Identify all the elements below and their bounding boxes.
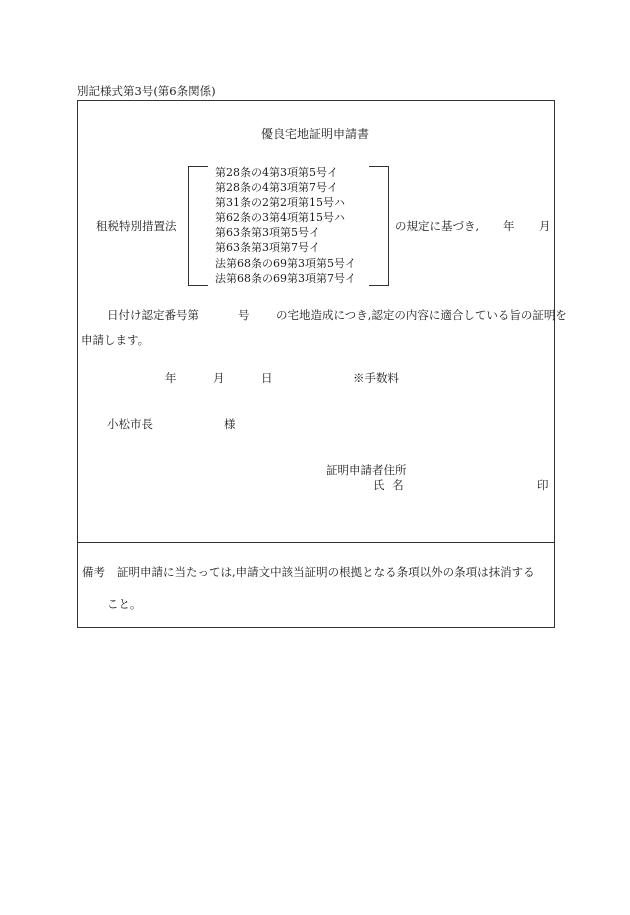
recipient-name: 小松市長: [107, 417, 153, 431]
provision-item: 第62条の3第4項第15号ハ: [215, 211, 345, 225]
provision-item: 第28条の4第3項第7号イ: [215, 181, 338, 195]
date-day-label: 日: [261, 371, 273, 385]
recipient-honorific: 様: [224, 417, 236, 431]
remarks-divider: [77, 542, 555, 543]
body-text-prefix: 日付け認定番号第: [107, 308, 199, 322]
applicant-name-label: 氏 名: [373, 478, 406, 492]
basis-year-label: 年: [503, 219, 515, 233]
certification-number-suffix: 号: [238, 308, 250, 322]
remarks-text-line1: 証明申請に当たっては,申請文中該当証明の根拠となる条項以外の条項は抹消する: [117, 565, 535, 579]
remarks-text-line2: こと。: [107, 597, 142, 611]
provision-item: 第28条の4第3項第5号イ: [215, 166, 338, 179]
form-number-label: 別記様式第3号(第6条関係): [77, 84, 216, 98]
remarks-label: 備考: [82, 565, 105, 579]
seal-label: 印: [537, 478, 549, 492]
right-bracket: [369, 166, 389, 286]
basis-month-label: 月: [539, 219, 551, 233]
provision-list: [215, 165, 356, 286]
basis-text: の規定に基づき,: [395, 219, 480, 233]
document-title: 優良宅地証明申請書: [260, 127, 369, 141]
applicant-address-label: 証明申請者住所: [326, 463, 407, 477]
left-bracket: [188, 166, 208, 286]
provision-item: 第63条第3項第5号イ: [215, 226, 320, 240]
fee-label: ※手数料: [353, 371, 399, 385]
date-month-label: 月: [213, 371, 225, 385]
law-name: 租税特別措置法: [96, 219, 177, 233]
provision-item: 第63条第3項第7号イ: [215, 241, 320, 255]
body-text-line2: 申請します。: [81, 333, 150, 347]
provision-item: 第31条の2第2項第15号ハ: [215, 196, 345, 210]
date-year-label: 年: [165, 371, 177, 385]
provision-item: 法第68条の69第3項第7号イ: [215, 271, 356, 285]
body-text-line1: の宅地造成につき,認定の内容に適合している旨の証明を: [276, 308, 567, 322]
provision-item: 法第68条の69第3項第5号イ: [215, 256, 356, 270]
